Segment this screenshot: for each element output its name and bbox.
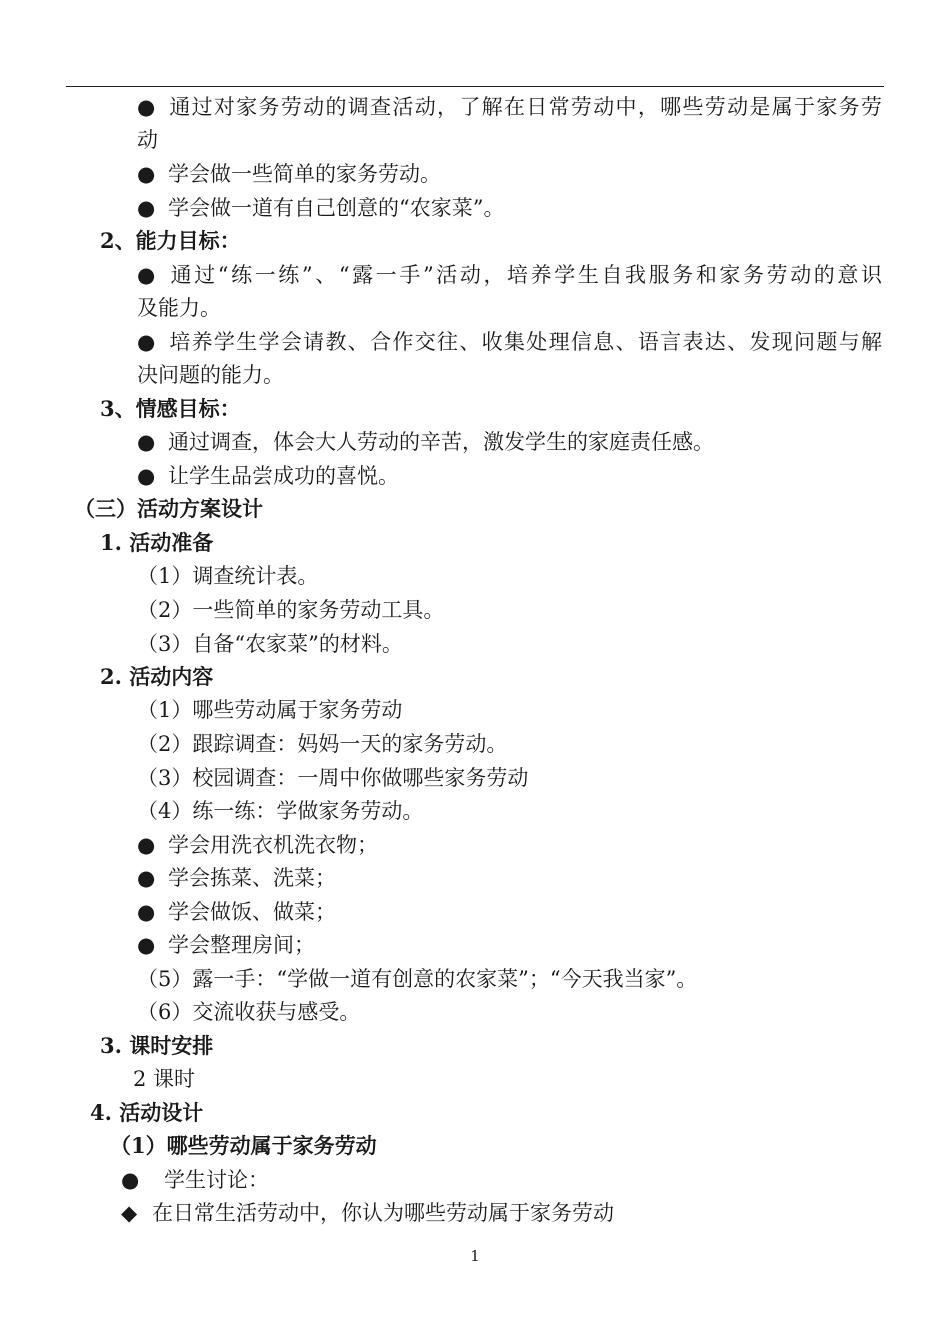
design-diamond-item: ◆ 在日常生活劳动中，你认为哪些劳动属于家务劳动 [121, 1201, 614, 1225]
content-item: （3）校园调查：一周中你做哪些家务劳动 [137, 766, 529, 790]
content-bullet: ● 学会用洗衣机洗衣物； [137, 833, 378, 857]
bullet-icon: ● [137, 833, 156, 857]
page-number: 1 [470, 1247, 480, 1265]
design-heading: 4. 活动设计 [90, 1100, 204, 1125]
content-bullet: ● 学会做饭、做菜； [137, 900, 336, 924]
preparation-item: （2）一些简单的家务劳动工具。 [137, 598, 445, 622]
emotion-goals-heading: 3、情感目标： [100, 396, 241, 421]
knowledge-goal-1: ● 通过对家务劳动的调查活动，了解在日常劳动中，哪些劳动是属于家务劳 [137, 95, 882, 119]
bullet-icon: ● [137, 464, 156, 488]
content-bullet: ● 学会整理房间； [137, 933, 315, 957]
knowledge-goal-1-cont: 动 [137, 128, 158, 152]
schedule-value: 2 课时 [133, 1067, 196, 1091]
content-heading: 2. 活动内容 [100, 664, 214, 689]
header-rule [66, 86, 884, 87]
bullet-icon: ● [137, 95, 156, 119]
bullet-icon: ● [137, 162, 156, 186]
bullet-icon: ● [137, 330, 156, 354]
emotion-goal-2: ● 让学生品尝成功的喜悦。 [137, 464, 399, 488]
knowledge-goal-3: ● 学会做一道有自己创意的“农家菜”。 [137, 196, 505, 220]
bullet-icon: ● [137, 933, 156, 957]
preparation-item: （1）调查统计表。 [137, 564, 319, 588]
bullet-icon: ● [121, 1168, 140, 1192]
content-item: （6）交流收获与感受。 [137, 1000, 361, 1024]
bullet-icon: ● [137, 196, 156, 220]
schedule-heading: 3. 课时安排 [100, 1033, 214, 1058]
content-item: （5）露一手：“学做一道有创意的农家菜”；“今天我当家”。 [137, 967, 698, 991]
knowledge-goal-2: ● 学会做一些简单的家务劳动。 [137, 162, 441, 186]
bullet-icon: ● [137, 866, 156, 890]
content-bullet: ● 学会拣菜、洗菜； [137, 866, 336, 890]
section-heading: （三）活动方案设计 [74, 496, 263, 521]
design-bullet: ● 学生讨论： [121, 1168, 269, 1192]
ability-goal-1: ● 通过“练一练”、“露一手”活动，培养学生自我服务和家务劳动的意识 [137, 263, 882, 287]
content-item: （4）练一练：学做家务劳动。 [137, 799, 424, 823]
bullet-icon: ● [137, 263, 156, 287]
ability-goals-heading: 2、能力目标： [100, 228, 241, 253]
ability-goal-2: ● 培养学生学会请教、合作交往、收集处理信息、语言表达、发现问题与解 [137, 330, 882, 354]
emotion-goal-1: ● 通过调查，体会大人劳动的辛苦，激发学生的家庭责任感。 [137, 430, 714, 454]
diamond-icon: ◆ [121, 1201, 138, 1225]
ability-goal-1-cont: 及能力。 [137, 296, 221, 320]
content-item: （1）哪些劳动属于家务劳动 [137, 698, 403, 722]
preparation-item: （3）自备“农家菜”的材料。 [137, 632, 403, 656]
bullet-icon: ● [137, 900, 156, 924]
content-item: （2）跟踪调查：妈妈一天的家务劳动。 [137, 732, 508, 756]
bullet-icon: ● [137, 430, 156, 454]
preparation-heading: 1. 活动准备 [100, 530, 214, 555]
ability-goal-2-cont: 决问题的能力。 [137, 363, 284, 387]
design-subheading: （1）哪些劳动属于家务劳动 [110, 1133, 377, 1158]
